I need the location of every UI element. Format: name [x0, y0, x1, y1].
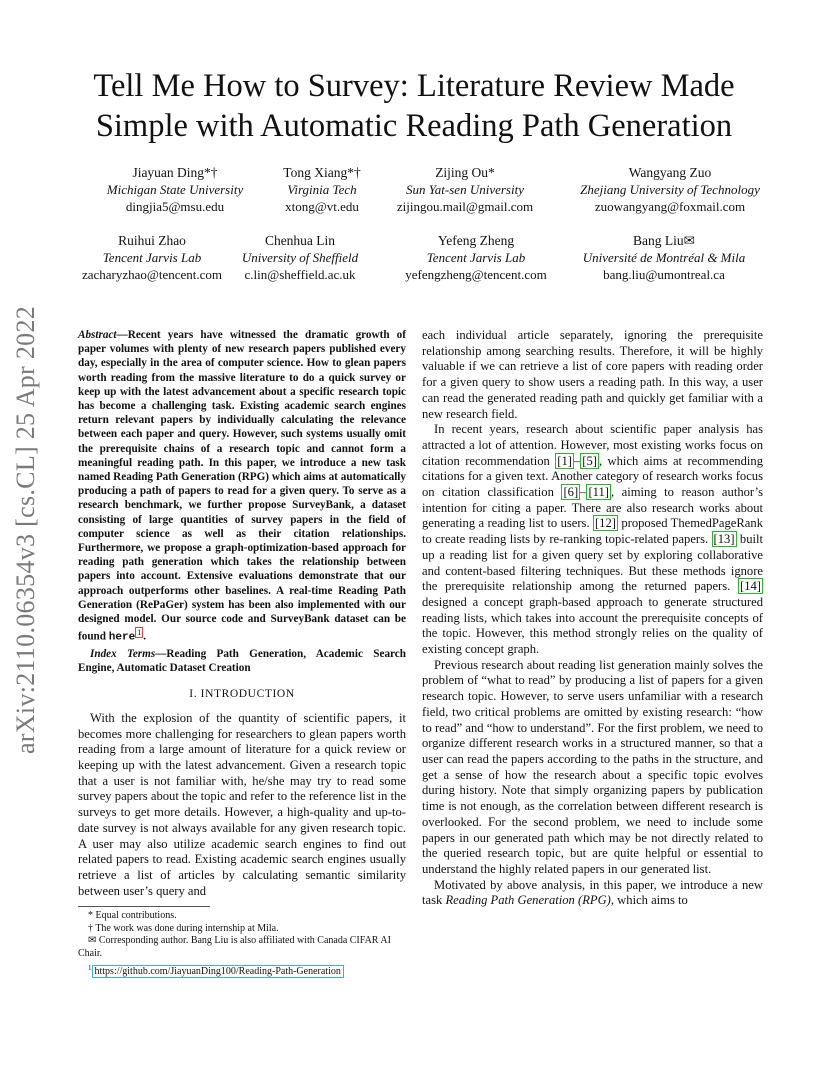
citation-link[interactable]: [12] [594, 516, 616, 531]
author-block [544, 232, 784, 283]
citation-link[interactable]: [14] [740, 579, 761, 594]
author-email[interactable]: dingjia5@msu.edu [125, 199, 225, 214]
footnote-corresponding: ✉ Corresponding author. Bang Liu is also affiliated with Canada CIFAR AI Chair. [78, 935, 391, 959]
author-email[interactable]: xtong@vt.edu [285, 199, 359, 214]
citation-link[interactable]: [5] [582, 453, 597, 468]
right-paragraph-3: Previous research about reading list generation mainly solves the problem of “what to read” by producing a list of papers for a given research topic. However, to serve users unfamiliar with a research field, two critical problems are omitted by existing research: “how to read” and “how to understand”. For the first problem, we need to organize different research works in a structured manner, so that a user can read the papers according to the paths in the structure, and get a sense of how the research about a specific topic evolves during history. Note that simply organizing papers by publication time is not enough, as the correlation between different research is overlooked. For the second problem, we need to include some papers in our generated path which may be not directly related to the queried research topic, but are quite helpful or essential to understand the highly related papers in our generated list. [422, 657, 763, 876]
citation-link[interactable]: [6] [563, 485, 579, 500]
paper-title: Tell Me How to Survey: Literature Review Made Simple with Automatic Reading Path Generation [93, 68, 735, 144]
author-affiliation: Sun Yat-sen University [406, 182, 524, 197]
abstract-end: . [143, 631, 146, 643]
author-email[interactable]: zacharyzhao@tencent.com [81, 267, 223, 282]
author-block [560, 164, 780, 215]
author-name: Tong Xiang*† [283, 165, 361, 180]
footnotes [78, 910, 406, 979]
author-name: Jiayuan Ding*† [132, 165, 218, 180]
footnote-link-row [78, 962, 406, 979]
text-span: Motivated by above analysis, in this paper, we introduce a new task [422, 877, 763, 908]
text-span: – [580, 485, 587, 500]
author-email[interactable]: bang.liu@umontreal.ca [603, 267, 725, 282]
right-paragraph-1: each individual article separately, ignoring the prerequisite relationship among searching results. Therefore, it will be highly valuable if we can retrieve a list of core papers with reading order for a given query to show users a reading path. In this way, a user can read the generated reading path and quickly get familiar with a new research field. [422, 328, 763, 421]
index-terms [78, 647, 406, 675]
text-span: , which aims to [610, 893, 688, 908]
citation-link[interactable]: [13] [713, 532, 735, 547]
author-block [380, 164, 550, 215]
right-paragraph-4 [422, 878, 763, 909]
text-span: In recent years, research about scientific paper analysis has attracted a lot of attention. However, most existing works focus on citation recommendation [422, 422, 763, 468]
author-affiliation: Michigan State University [106, 182, 244, 197]
author-email[interactable]: zuowangyang@foxmail.com [594, 199, 746, 214]
footnote-number: 1 [88, 964, 92, 972]
index-terms-lead: Index Terms [90, 648, 156, 661]
abstract [78, 328, 406, 645]
github-link[interactable]: https://github.com/JiayuanDing100/Reading-Path-Generation [92, 965, 344, 978]
section-title: I. INTRODUCTION [189, 687, 295, 700]
author-affiliation: Université de Montréal & Mila [582, 250, 746, 265]
author-block [60, 232, 244, 283]
right-column [422, 328, 763, 909]
author-name: Wangyang Zuo [628, 165, 712, 180]
author-affiliation: Tencent Jarvis Lab [426, 250, 526, 265]
intro-paragraph: With the explosion of the quantity of scientific papers, it becomes more challenging for researchers to glean papers worth reading from a large amount of literature for a quick review or keeping up with the latest advancement. Given a research topic that a user is not familiar with, he/she may try to read some survey papers about the topic and refer to the reference list in the surveys to get more details. However, a high-quality and up-to-date survey is not always available for any given research topic. A user may also utilize academic search engines to find out related papers to read. Existing academic search engines usually retrieve a list of articles by calculating semantic similarity between user’s query and [78, 710, 406, 898]
citation-link[interactable]: [11] [588, 485, 609, 500]
footnote-equal: * Equal contributions. [88, 910, 177, 921]
author-name: Zijing Ou* [435, 165, 495, 180]
author-email[interactable]: c.lin@sheffield.ac.uk [244, 267, 356, 282]
author-email[interactable]: yefengzheng@tencent.com [405, 267, 547, 282]
author-name: Chenhua Lin [264, 233, 336, 248]
author-block [88, 164, 262, 215]
index-terms-text: —Reading Path Generation, Academic Search Engine, Automatic Dataset Creation [78, 648, 406, 675]
text-span: designed a concept graph-based approach to generate structured reading lists, which takes into account the prerequisite concepts of the topic. However, this method strongly relies on the quality of existing concept graph. [422, 594, 763, 657]
footnote-ref[interactable]: 1 [137, 628, 142, 638]
text-span: proposed ThemedPageRank to create reading lists by re-ranking topic-related papers. [422, 516, 763, 547]
author-affiliation: Tencent Jarvis Lab [102, 250, 202, 265]
arxiv-identifier: arXiv:2110.06354v3 [cs.CL] 25 Apr 2022 [11, 305, 40, 755]
author-affiliation: Virginia Tech [287, 182, 357, 197]
abstract-text: —Recent years have witnessed the dramatic growth of paper volumes with plenty of new research papers published every day, especially in the area of computer science. How to glean papers worth reading from the massive literature to do a quick survey or keep up with the latest advancement about a specific research topic has become a challenging task. Existing academic search engines return relevant papers by individually calculating the relevance between each paper and query. However, such systems usually omit the prerequisite chains of a research topic and cannot form a meaningful reading path. In this paper, we introduce a new task named Reading Path Generation (RPG) which aims at automatically producing a path of papers to read for a given query. To serve as a research benchmark, we further propose SurveyBank, a dataset consisting of large quantities of survey papers in the field of computer science as well as their citation relationships. Furthermore, we propose a graph-optimization-based approach for reading path generation which takes the relationship between papers into account. Extensive evaluations demonstrate that our approach outperforms other baselines. A real-time Reading Path Generation (RePaGer) system has been also implemented with our designed model. Our source code and SurveyBank dataset can be found [78, 329, 406, 643]
footnote-internship: † The work was done during internship at Mila. [88, 922, 279, 934]
source-link[interactable]: here [108, 632, 136, 644]
task-name: Reading Path Generation (RPG) [445, 893, 611, 908]
right-paragraph-2 [422, 422, 763, 658]
author-block [236, 232, 364, 283]
author-name: Yefeng Zheng [437, 233, 515, 248]
text-span: , aiming to reason author’s intention for citing a paper. There are also research works about generating a reading list to users. [422, 485, 763, 531]
abstract-lead: Abstract [78, 329, 117, 341]
author-affiliation: Zhejiang University of Technology [580, 182, 760, 197]
left-column [78, 328, 406, 899]
footnote-divider [78, 906, 210, 907]
text-span: , which aims at recommending citations for a given text. Another category of research works focus on citation classification [422, 453, 763, 500]
author-name: Bang Liu✉ [633, 233, 695, 248]
text-span: built up a reading list for a given query set by exploring collaborative and content-based filtering techniques. But these methods ignore the prerequisite relationship among the returned papers. [422, 532, 763, 594]
author-name: Ruihui Zhao [118, 233, 186, 248]
author-affiliation: University of Sheffield [241, 250, 359, 265]
author-block [264, 164, 380, 215]
citation-link[interactable]: [1] [557, 453, 572, 468]
text-span: – [573, 453, 581, 468]
author-email[interactable]: zijingou.mail@gmail.com [396, 199, 534, 214]
